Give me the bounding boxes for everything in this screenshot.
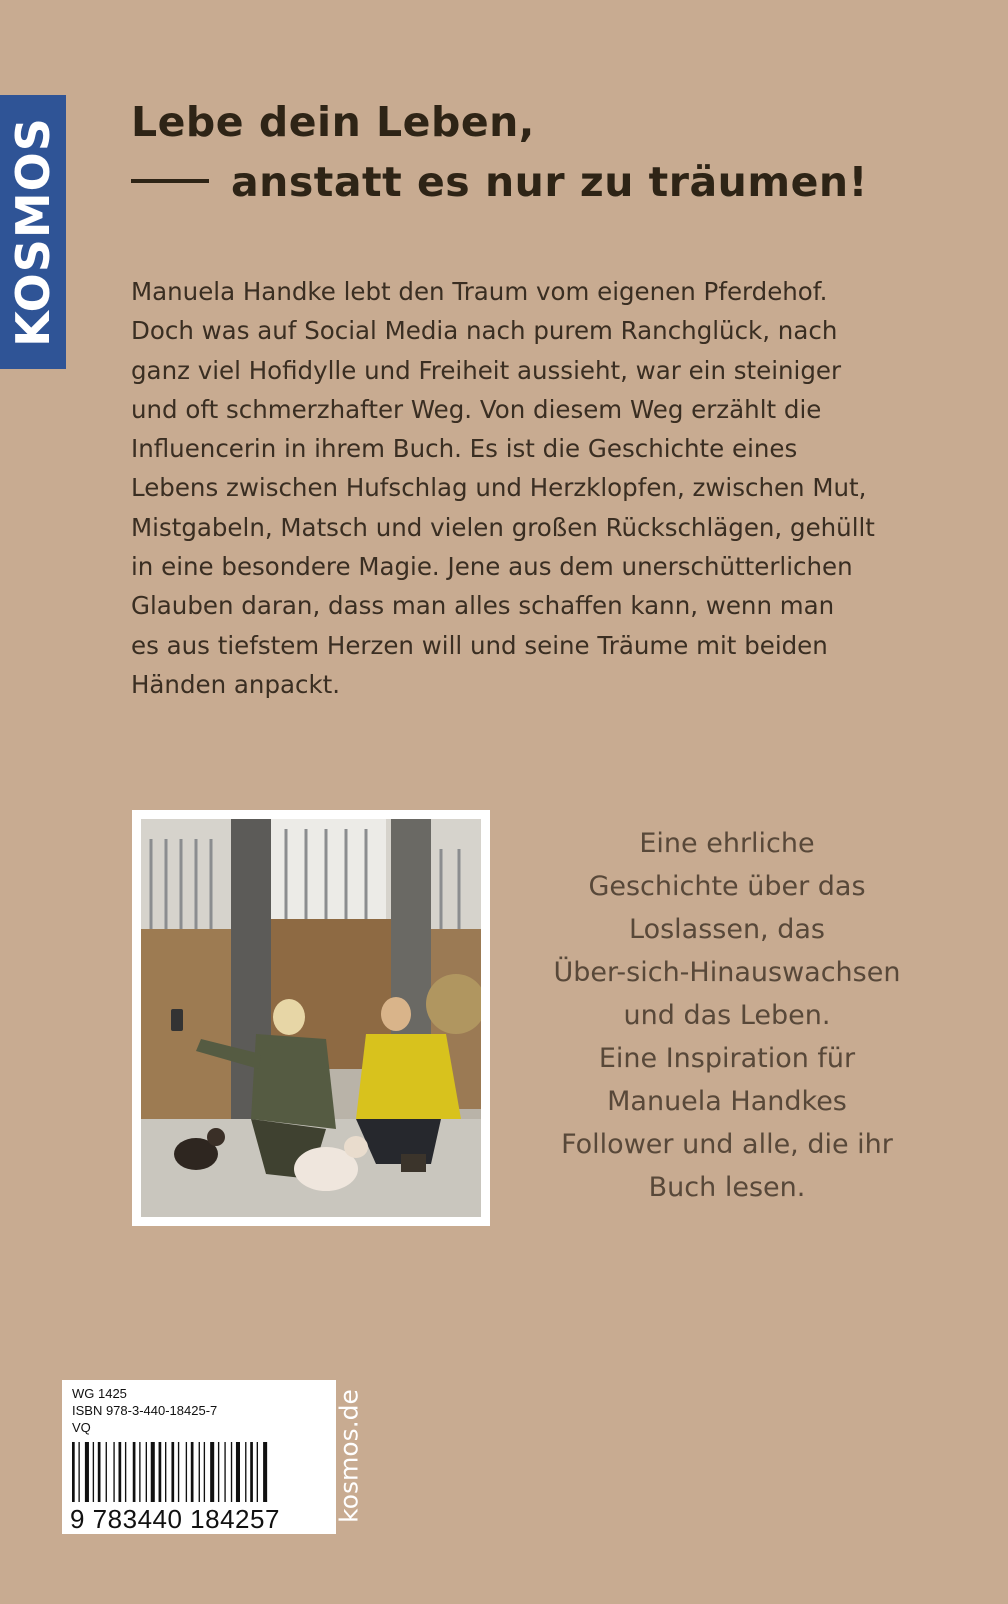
quote-line: und das Leben. — [623, 1000, 831, 1031]
headline — [131, 92, 868, 212]
description-line: Influencerin in ihrem Buch. Es ist die Geschichte eines — [131, 434, 798, 464]
website-url: kosmos.de — [334, 1389, 364, 1523]
description-line: Manuela Handke lebt den Traum vom eigenen Pferdehof. — [131, 277, 828, 306]
quote-block — [527, 822, 927, 1209]
quote-line: Über-sich-Hinauswachsen — [553, 957, 901, 988]
quote-line: Eine ehrliche — [639, 828, 815, 859]
quote-line: Follower und alle, die ihr — [561, 1129, 893, 1160]
isbn: ISBN 978-3-440-18425-7 — [72, 1403, 218, 1418]
brand-tab — [0, 95, 66, 369]
description — [131, 272, 891, 704]
headline-line-1: Lebe dein Leben, — [131, 98, 535, 146]
headline-line-2 — [131, 152, 868, 212]
description-line: es aus tiefstem Herzen will und seine Träume mit beiden — [131, 630, 828, 660]
quote-line: Eine Inspiration für — [598, 1043, 856, 1074]
description-line: in eine besondere Magie. Jene aus dem unerschütterlichen — [131, 552, 853, 582]
description-line: Lebens zwischen Hufschlag und Herzklopfen, zwischen Mut, — [131, 473, 867, 503]
quote-line: Buch lesen. — [648, 1172, 806, 1203]
description-line: Händen anpackt. — [131, 669, 341, 699]
stable-photo — [141, 819, 481, 1217]
quote-line: Manuela Handkes — [607, 1086, 847, 1117]
brand-logo: KOSMOS — [6, 117, 60, 347]
headline-dash — [131, 179, 209, 183]
description-line: und oft schmerzhafter Weg. Von diesem Weg erzählt die — [131, 394, 822, 424]
wg-code: WG 1425 — [72, 1386, 127, 1401]
headline-line-2-text: anstatt es nur zu träumen! — [231, 158, 868, 206]
quote-line: Geschichte über das — [588, 871, 866, 902]
quote-line: Loslassen, das — [629, 914, 825, 945]
description-line: ganz viel Hofidylle und Freiheit aussieht, war ein steiniger — [131, 355, 842, 385]
barcode-icon — [72, 1442, 302, 1504]
photo-frame — [132, 810, 490, 1226]
barcode-digits: 9 783440 184257 — [70, 1504, 280, 1534]
description-line: Glauben daran, dass man alles schaffen kann, wenn man — [131, 591, 835, 621]
barcode-label — [62, 1380, 336, 1534]
description-line: Mistgabeln, Matsch und vielen großen Rückschlägen, gehüllt — [131, 512, 875, 542]
description-line: Doch was auf Social Media nach purem Ranchglück, nach — [131, 316, 838, 346]
vq-code: VQ — [72, 1420, 91, 1435]
